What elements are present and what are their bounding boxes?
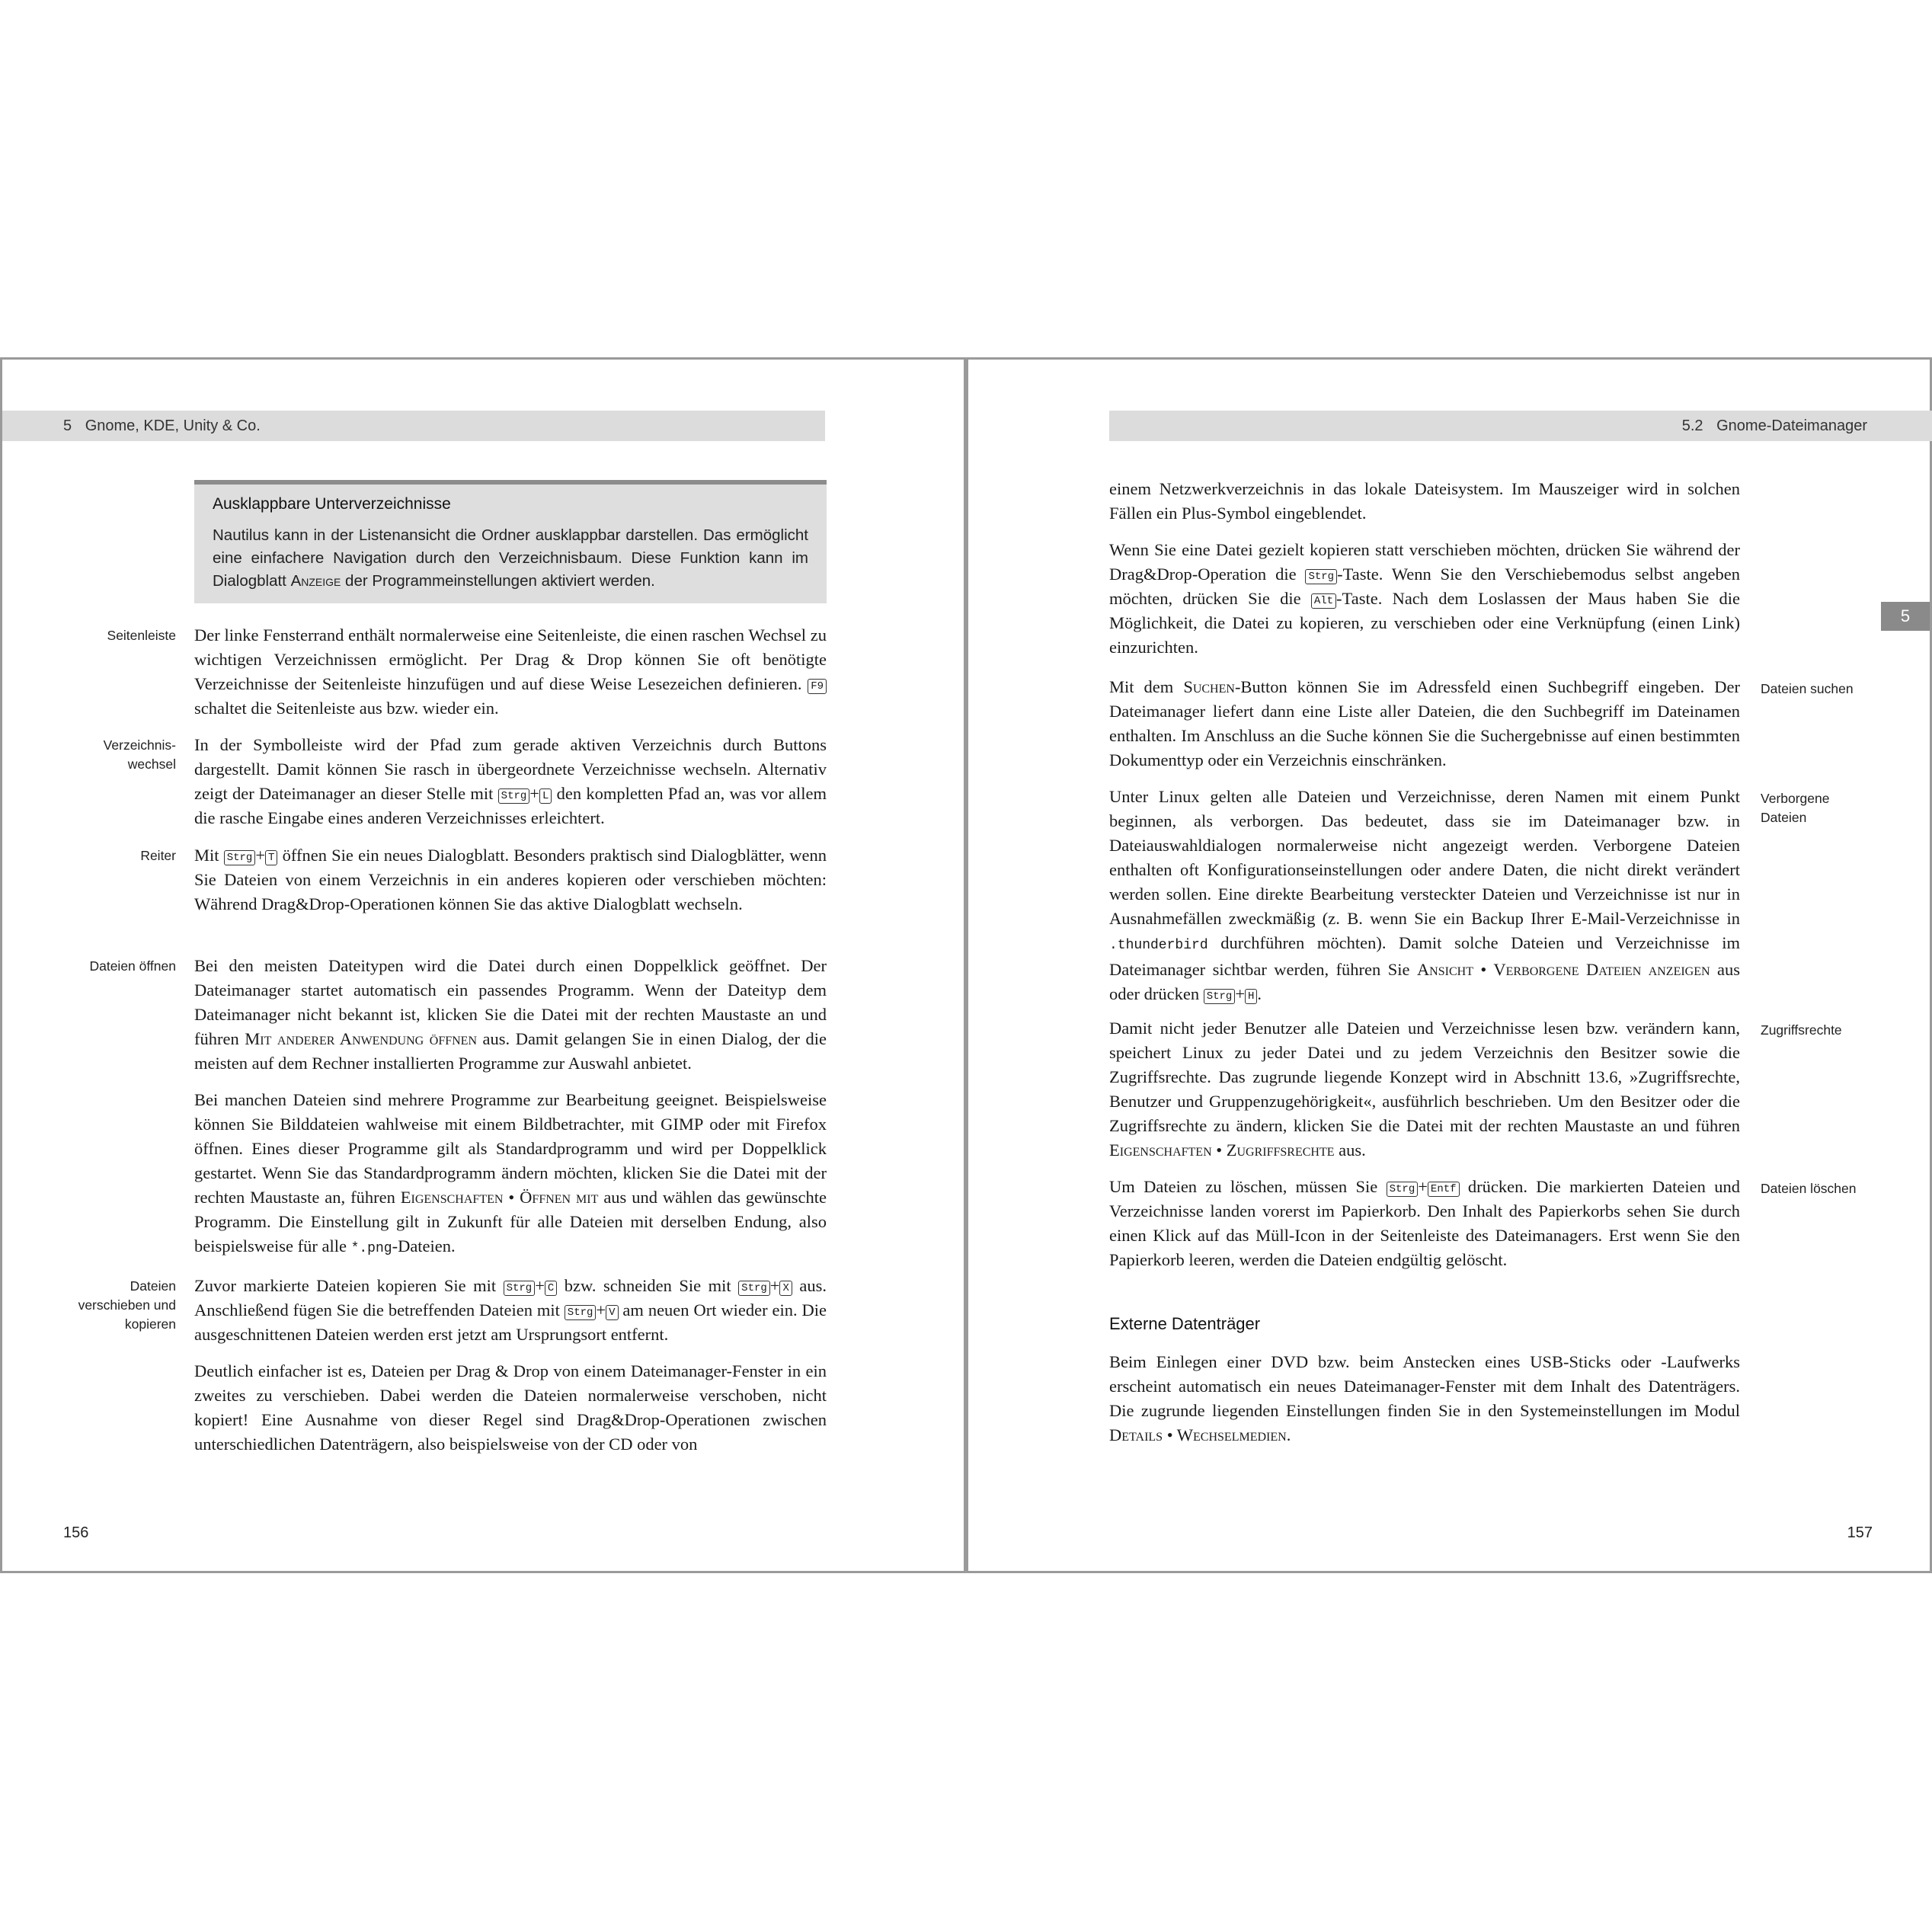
margin-label-dateien-loeschen: Dateien löschen xyxy=(1761,1181,1857,1196)
chapter-thumb-tab: 5 xyxy=(1881,602,1930,631)
running-header-left xyxy=(2,411,825,441)
key-strg: Strg xyxy=(565,1305,597,1320)
paragraph-dateien-oeffnen-2: Bei manchen Dateien sind mehrere Programme zur Bearbeitung geeignet. Beispielsweise können Sie Bilddateien wahlweise mit einem Bildbetrachter, mit GIMP oder mit Firefox öffnen. Eines dieser Programme gilt als Standardprogramm und wird per Doppelklick gestartet. Wenn Sie das Standardprogramm ändern möchten, klicken Sie die Datei mit der rechten Maustaste an, führen Eigenschaften • Öffnen mit aus und wählen das gewünschte Programm. Die Einstellung gilt in Zukunft für alle Dateien mit derselben Endung, also beispielsweise für alle *.png-Dateien. xyxy=(194,1090,827,1256)
code-png: *.png xyxy=(350,1241,392,1256)
info-box-text: Nautilus kann in der Listenansicht die Ordner ausklappbar darstellen. Das ermöglicht eine einfachere Navigation durch den Verzeichnisbaum. Diese Funktion kann im Dialogblatt Anzeige der Programmeinstellungen aktiviert werden. xyxy=(213,526,808,590)
key-strg: Strg xyxy=(224,850,256,865)
margin-label-zugriffsrechte: Zugriffsrechte xyxy=(1761,1022,1842,1038)
margin-label-reiter: Reiter xyxy=(140,848,176,863)
heading-externe-datentraeger: Externe Datenträger xyxy=(1109,1314,1261,1333)
page-number-right: 157 xyxy=(1847,1524,1873,1541)
key-alt: Alt xyxy=(1311,593,1336,609)
key-t: T xyxy=(265,850,277,865)
paragraph-verschieben-1: Zuvor markierte Dateien kopieren Sie mit Strg + C bzw. schneiden Sie mit Strg + X aus. Anschließend fügen Sie die betreffenden Dateien mit Strg + V am neuen Ort wieder ein. Die ausgeschnittenen Dateien werden erst jetzt am Ursprungsort entfernt. xyxy=(194,1276,827,1344)
running-header-right xyxy=(1109,411,1932,441)
chapter-number: 5 xyxy=(63,417,72,434)
section-right-top xyxy=(1109,477,1740,672)
menu-suchen: Suchen xyxy=(1183,677,1235,696)
key-strg: Strg xyxy=(504,1281,536,1296)
paragraph-verborgene-dateien: Unter Linux gelten alle Dateien und Verzeichnisse, deren Namen mit einem Punkt beginnen, als verborgen. Das bedeutet, dass sie im Dateimanager bzw. in Dateiauswahldialogen normalerweise nicht angezeigt werden. Verborgene Dateien enthalten oft Konfigurationseinstellungen oder andere Daten, die nicht direkt verändert werden sollen. Eine direkte Bearbeitung versteckter Dateien und Verzeichnisse ist nur in Ausnahmefällen zweckmäßig (z. B. wenn Sie ein Backup Ihrer E-Mail-Verzeichnisse in .thunderbird durchführen möchten). Damit solche Dateien und Verzeichnisse im Dateimanager sichtbar werden, führen Sie Ansicht • Verborgene Dateien anzeigen aus oder drücken Strg + H . xyxy=(1109,787,1740,1003)
section-title: Gnome-Dateimanager xyxy=(1716,417,1867,434)
left-page xyxy=(0,357,966,1573)
key-f9: F9 xyxy=(808,679,827,694)
menu-anzeige: Anzeige xyxy=(290,572,341,590)
paragraph-dateien-suchen: Mit dem Suchen-Button können Sie im Adressfeld einen Suchbegriff eingeben. Der Dateimanager liefert dann eine Liste aller Dateien, die den Suchbegriff im Dateinamen enthalten. Im Anschluss an die Suche können Sie die Suchergebnisse auf einen bestimmten Dokumenttyp oder ein Verzeichnis einschränken. xyxy=(1109,677,1740,769)
paragraph-zugriffsrechte: Damit nicht jeder Benutzer alle Dateien und Verzeichnisse lesen bzw. verändern kann, speichert Linux zu jeder Datei und zu jedem Verzeichnis den Besitzer sowie die Zugriffsrechte. Das zugrunde liegende Konzept wird in Abschnitt 13.6, »Zugriffsrechte, Benutzer und Gruppenzugehörigkeit«, ausführlich beschrieben. Um den Besitzer oder die Zugriffsrechte zu ändern, klicken Sie die Datei mit der rechten Maustaste an und führen Eigenschaften • Zugriffsrechte aus. xyxy=(1109,1019,1740,1160)
key-strg: Strg xyxy=(1305,569,1337,584)
chapter-title: Gnome, KDE, Unity & Co. xyxy=(85,417,261,434)
key-strg: Strg xyxy=(498,788,530,804)
section-externe-datentraeger xyxy=(1109,1312,1740,1460)
code-thunderbird: .thunderbird xyxy=(1109,938,1208,953)
margin-label-verschieben-kopieren: Dateien verschieben und kopieren xyxy=(78,1278,176,1332)
paragraph-verschieben-2: Deutlich einfacher ist es, Dateien per Drag & Drop von einem Dateimanager-Fenster in ein zweites zu verschieben. Dabei werden die Dateien normalerweise verschoben, nicht kopiert! Eine Ausnahme von dieser Regel sind Drag&Drop-Operationen zwischen unterschiedlichen Datenträgern, also beispielsweise von der CD oder von xyxy=(194,1361,827,1454)
paragraph-kopieren: Wenn Sie eine Datei gezielt kopieren statt verschieben möchten, drücken Sie während der Drag&Drop-Operation die Strg -Taste. Wenn Sie den Verschiebemodus selbst angeben möchten, drücken Sie die Alt -Taste. Nach dem Loslassen der Maus haben Sie die Möglichkeit, die Datei zu kopieren, zu verschieben oder eine Verknüpfung (einen Link) einzurichten. xyxy=(1109,540,1740,657)
key-v: V xyxy=(606,1305,618,1320)
key-strg: Strg xyxy=(738,1281,770,1296)
section-verschieben-kopieren xyxy=(194,1274,827,1469)
menu-eigenschaften-oeffnen-mit: Eigenschaften • Öffnen mit xyxy=(400,1188,599,1207)
paragraph-reiter: Mit Strg + T öffnen Sie ein neues Dialogblatt. Besonders praktisch sind Dialogblätter, wenn Sie Dateien von einem Verzeichnis in ein anderes kopieren oder verschieben möchten: Während Drag&Drop-Operationen können Sie das aktive Dialogblatt wechseln. xyxy=(194,846,827,913)
margin-label-dateien-oeffnen: Dateien öffnen xyxy=(89,958,176,974)
paragraph-continuation: einem Netzwerkverzeichnis in das lokale Dateisystem. Im Mauszeiger wird in solchen Fällen ein Plus-Symbol eingeblendet. xyxy=(1109,479,1740,523)
margin-label-dateien-suchen: Dateien suchen xyxy=(1761,681,1854,696)
paragraph-dateien-oeffnen-1: Bei den meisten Dateitypen wird die Datei durch einen Doppelklick geöffnet. Der Dateimanager startet automatisch ein passendes Programm. Wenn der Dateityp dem Dateimanager nicht bekannt ist, klicken Sie die Datei mit der rechten Maustaste an und führen Mit anderer Anwendung öffnen aus. Damit gelangen Sie in einen Dialog, der die meisten auf dem Rechner installierten Programme zur Auswahl anbietet. xyxy=(194,956,827,1073)
margin-label-seitenleiste: Seitenleiste xyxy=(107,628,176,643)
paragraph-verzeichniswechsel: In der Symbolleiste wird der Pfad zum gerade aktiven Verzeichnis durch Buttons dargestellt. Damit können Sie rasch in übergeordnete Verzeichnisse wechseln. Alternativ zeigt der Dateimanager an dieser Stelle mit Strg + L den kompletten Pfad an, was vor allem die rasche Eingabe eines anderen Verzeichnisses erleichtert. xyxy=(194,735,827,827)
margin-label-verborgene-dateien: Verborgene Dateien xyxy=(1761,791,1830,825)
key-l: L xyxy=(539,788,552,804)
menu-eigenschaften-zugriffsrechte: Eigenschaften • Zugriffsrechte xyxy=(1109,1140,1335,1160)
key-strg: Strg xyxy=(1387,1182,1419,1197)
section-number: 5.2 xyxy=(1681,417,1703,434)
right-page xyxy=(966,357,1932,1573)
section-dateien-oeffnen xyxy=(194,954,827,1273)
menu-details-wechselmedien: Details • Wechselmedien xyxy=(1109,1425,1287,1444)
paragraph-seitenleiste: Der linke Fensterrand enthält normalerweise eine Seitenleiste, die einen raschen Wechsel zu wichtigen Verzeichnissen ermöglicht. Per Drag & Drop können Sie oft benötigte Verzeichnisse der Seitenleiste hinzufügen und auf diese Weise Lesezeichen definieren. F9 schaltet die Seitenleiste aus bzw. wieder ein. xyxy=(194,625,827,718)
page-number-left: 156 xyxy=(63,1524,89,1541)
info-box xyxy=(194,480,827,603)
paragraph-dateien-loeschen: Um Dateien zu löschen, müssen Sie Strg + Entf drücken. Die markierten Dateien und Verzeichnisse landen vorerst im Papierkorb. Den Inhalt des Papierkorbs sehen Sie durch einen Klick auf das Müll-Icon in der Seitenleiste des Dateimanagers. Erst wenn Sie den Papierkorb leeren, werden die Dateien endgültig gelöscht. xyxy=(1109,1177,1740,1269)
key-strg: Strg xyxy=(1204,989,1236,1004)
key-h: H xyxy=(1245,989,1257,1004)
book-spread xyxy=(0,357,1932,1576)
info-box-title: Ausklappbare Unterverzeichnisse xyxy=(213,495,451,513)
key-x: X xyxy=(779,1281,792,1296)
key-c: C xyxy=(545,1281,557,1296)
key-entf: Entf xyxy=(1428,1182,1460,1197)
menu-ansicht-verborgene: Ansicht • Verborgene Dateien anzeigen xyxy=(1416,960,1710,979)
paragraph-externe: Beim Einlegen einer DVD bzw. beim Anstecken eines USB-Sticks oder -Laufwerks erscheint automatisch ein neues Dateimanager-Fenster mit dem Inhalt des Datenträgers. Die zugrunde liegenden Einstellungen finden Sie in den Systemeinstellungen im Modul Details • Wechselmedien. xyxy=(1109,1352,1740,1444)
margin-label-verzeichniswechsel: Verzeichnis- wechsel xyxy=(103,737,176,772)
menu-mit-anderer-anwendung: Mit anderer Anwendung öffnen xyxy=(245,1029,477,1048)
